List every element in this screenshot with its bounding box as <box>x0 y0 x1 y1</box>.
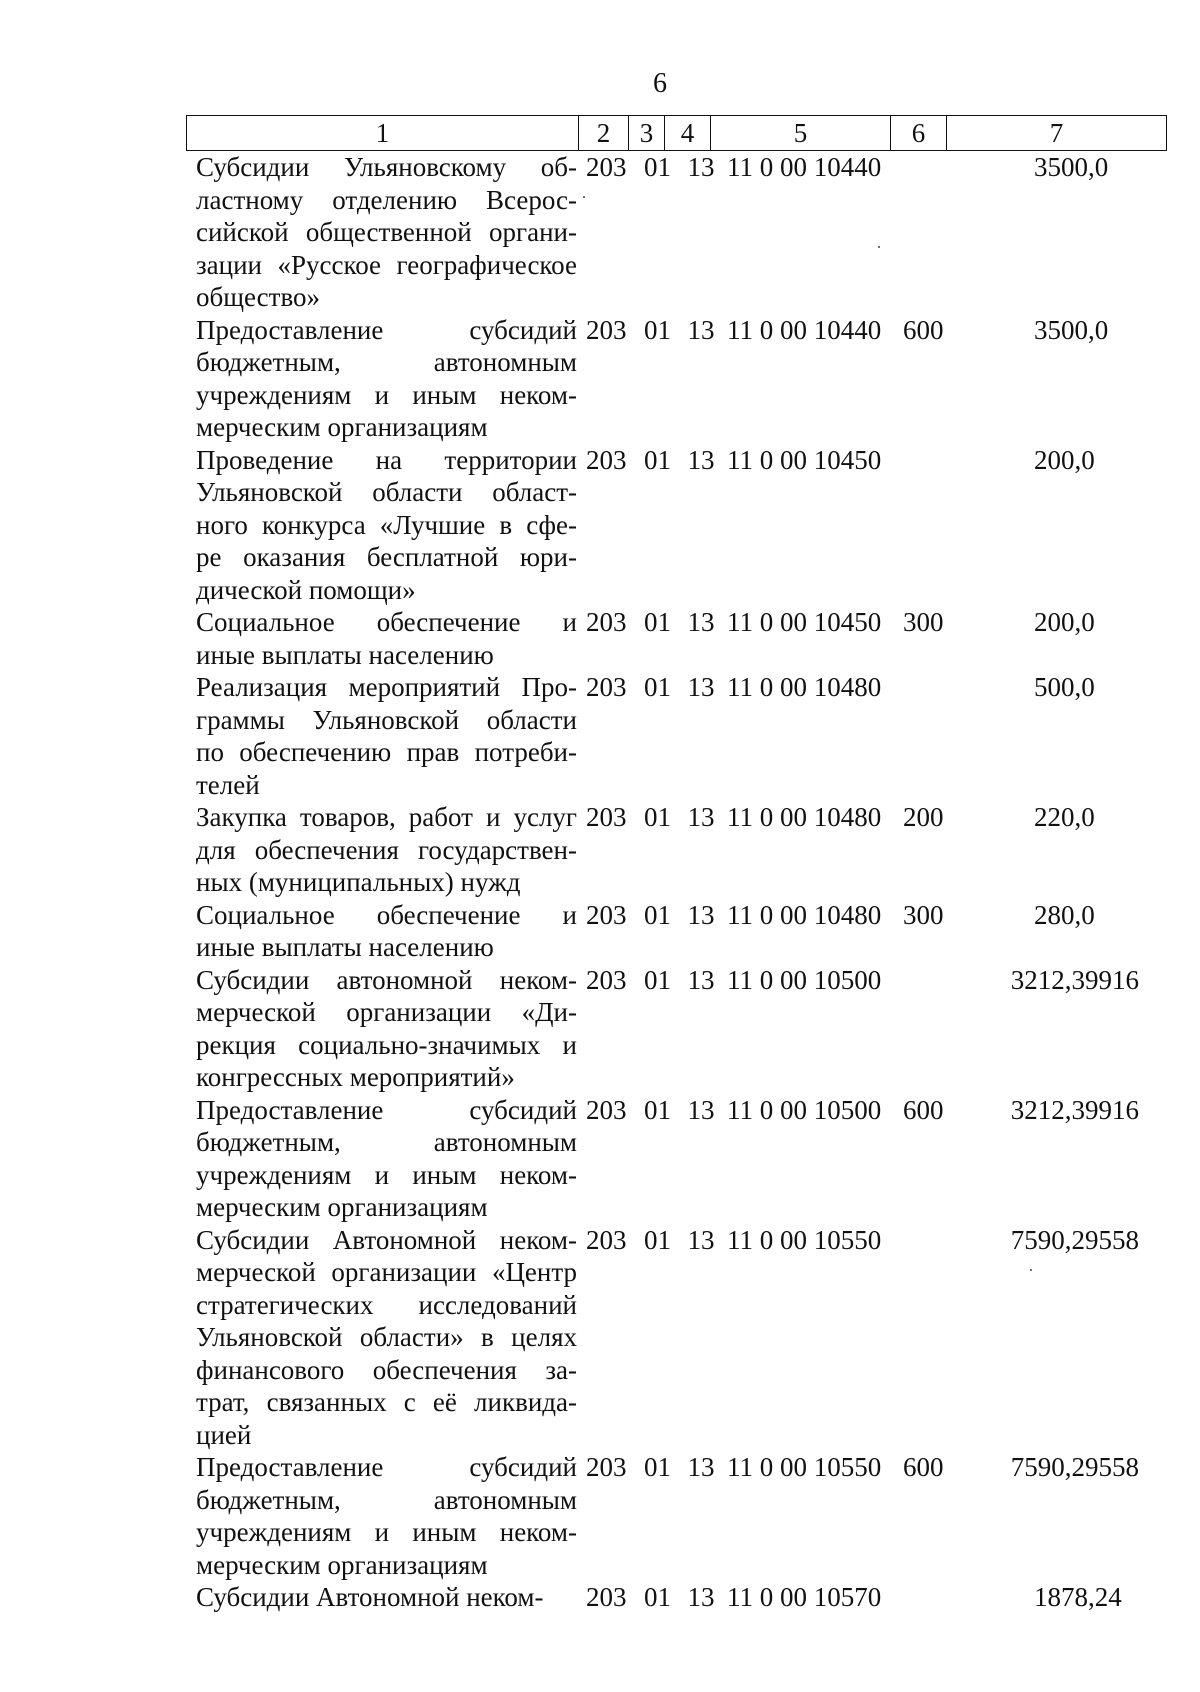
description-line: финансового обеспечения за- <box>196 1354 577 1385</box>
code-cell-c4: 13 <box>687 802 715 832</box>
description-line: Реализация мероприятий Про- <box>196 672 577 702</box>
code-cell-c5: 11 0 00 10480 <box>727 899 882 930</box>
code-cell-c4: 13 <box>687 444 715 475</box>
code-cell-c2: 203 <box>586 964 627 995</box>
code-cell-c4: 13 <box>687 1582 715 1612</box>
amount-cell <box>949 1581 1139 1614</box>
row-description <box>196 899 577 964</box>
table-row <box>196 444 1156 607</box>
amount-cell <box>949 606 1139 639</box>
amount-value: 3212,39916 <box>1010 1094 1139 1125</box>
code-cell-c6: 600 <box>903 1452 944 1482</box>
description-line: телей <box>196 769 260 800</box>
code-cell-c4: 13 <box>687 1452 715 1482</box>
code-cell-c6: 300 <box>903 899 944 930</box>
description-line: мерческой организации «Ди- <box>196 997 577 1027</box>
code-cell-c3: 01 <box>644 1452 671 1482</box>
description-line: граммы Ульяновской области <box>196 704 577 735</box>
header-col-3: 3 <box>629 116 665 151</box>
code-cell-c2: 203 <box>586 899 627 930</box>
header-col-4: 4 <box>665 116 711 151</box>
amount-value: 280,0 <box>1034 899 1095 930</box>
description-line: дической помощи» <box>196 574 416 605</box>
code-cell-c2: 203 <box>586 802 627 832</box>
code-cell-c5: 11 0 00 10550 <box>727 1224 882 1255</box>
page-number: 6 <box>653 68 667 99</box>
description-line: стратегических исследований <box>196 1289 577 1320</box>
table-row <box>196 899 1156 964</box>
amount-cell <box>949 801 1139 834</box>
code-cell-c3: 01 <box>644 1582 671 1612</box>
code-cell-c2: 203 <box>586 1224 627 1255</box>
table-row <box>196 1451 1156 1581</box>
amount-cell <box>949 314 1139 347</box>
amount-value: 3500,0 <box>1034 314 1109 345</box>
description-line: ного конкурса «Лучшие в сфе- <box>196 509 577 540</box>
description-line: мерческим организациям <box>196 412 488 442</box>
code-cell-c4: 13 <box>687 899 715 930</box>
description-line: иные выплаты населению <box>196 639 494 670</box>
amount-value: 1878,24 <box>1034 1582 1122 1612</box>
description-line: Ульяновской области област- <box>196 477 577 507</box>
table-row <box>196 801 1156 899</box>
description-line: рекция социально-значимых и <box>196 1029 577 1060</box>
table-row <box>196 606 1156 671</box>
code-cell-c3: 01 <box>644 152 671 182</box>
description-line: Ульяновской области» в целях <box>196 1322 577 1352</box>
description-line: ре оказания бесплатной юри- <box>196 542 577 572</box>
code-cell-c4: 13 <box>687 607 715 637</box>
table-row <box>196 1224 1156 1452</box>
description-line: учреждениям и иным неком- <box>196 379 577 410</box>
description-line: мерческим организациям <box>196 1192 488 1222</box>
amount-cell <box>949 444 1139 477</box>
code-cell-c3: 01 <box>644 1224 671 1255</box>
description-line: трат, связанных с её ликвида- <box>196 1387 577 1417</box>
code-cell-c2: 203 <box>586 672 627 702</box>
row-description <box>196 151 577 314</box>
table-row <box>196 314 1156 444</box>
description-line: Закупка товаров, работ и услуг <box>196 802 577 832</box>
scan-speck <box>1030 1269 1032 1271</box>
amount-value: 220,0 <box>1034 802 1095 832</box>
code-cell-c2: 203 <box>586 314 627 345</box>
amount-cell <box>949 964 1139 997</box>
header-col-7: 7 <box>947 116 1167 151</box>
code-cell-c6: 600 <box>903 1094 944 1125</box>
row-description <box>196 1581 577 1614</box>
description-line: Субсидии Автономной неком- <box>196 1582 544 1612</box>
code-cell-c5: 11 0 00 10440 <box>727 152 882 182</box>
amount-value: 200,0 <box>1034 607 1095 637</box>
code-cell-c3: 01 <box>644 802 671 832</box>
description-line: иные выплаты населению <box>196 932 494 962</box>
code-cell-c2: 203 <box>586 1452 627 1482</box>
description-line: зации «Русское географическое <box>196 249 577 280</box>
code-cell-c6: 300 <box>903 607 944 637</box>
code-cell-c4: 13 <box>687 964 715 995</box>
amount-cell <box>949 1451 1139 1484</box>
description-line: ластному отделению Всерос- <box>196 184 577 215</box>
header-col-5: 5 <box>711 116 891 151</box>
code-cell-c5: 11 0 00 10450 <box>727 444 882 475</box>
table-row <box>196 151 1156 314</box>
code-cell-c4: 13 <box>687 672 715 702</box>
header-col-6: 6 <box>891 116 947 151</box>
description-line: ных (муниципальных) нужд <box>196 867 521 897</box>
code-cell-c3: 01 <box>644 672 671 702</box>
amount-value: 3212,39916 <box>1010 964 1139 995</box>
row-description <box>196 1224 577 1452</box>
description-line: Проведение на территории <box>196 444 577 475</box>
code-cell-c3: 01 <box>644 899 671 930</box>
amount-cell <box>949 151 1139 184</box>
description-line: цией <box>196 1419 252 1450</box>
code-cell-c3: 01 <box>644 964 671 995</box>
table-row <box>196 1581 1156 1614</box>
row-description <box>196 964 577 1094</box>
amount-cell <box>949 671 1139 704</box>
code-cell-c5: 11 0 00 10440 <box>727 314 882 345</box>
code-cell-c2: 203 <box>586 152 627 182</box>
code-cell-c5: 11 0 00 10450 <box>727 607 882 637</box>
table-row <box>196 1094 1156 1224</box>
amount-cell <box>949 899 1139 932</box>
description-line: Предоставление субсидий <box>196 1452 577 1482</box>
description-line: бюджетным, автономным <box>196 1127 577 1157</box>
description-line: мерческим организациям <box>196 1549 488 1580</box>
description-line: Предоставление субсидий <box>196 1094 577 1125</box>
code-cell-c4: 13 <box>687 1094 715 1125</box>
description-line: Субсидии Автономной неком- <box>196 1224 577 1255</box>
code-cell-c3: 01 <box>644 1094 671 1125</box>
code-cell-c2: 203 <box>586 1582 627 1612</box>
code-cell-c4: 13 <box>687 152 715 182</box>
code-cell-c2: 203 <box>586 1094 627 1125</box>
table-row <box>196 671 1156 801</box>
code-cell-c5: 11 0 00 10480 <box>727 802 882 832</box>
description-line: по обеспечению прав потреби- <box>196 737 577 767</box>
amount-cell <box>949 1224 1139 1257</box>
table-header <box>186 115 1167 151</box>
code-cell-c2: 203 <box>586 444 627 475</box>
description-line: бюджетным, автономным <box>196 347 577 377</box>
code-cell-c5: 11 0 00 10550 <box>727 1452 882 1482</box>
amount-cell <box>949 1094 1139 1127</box>
description-line: мерческой организации «Центр <box>196 1257 577 1287</box>
header-col-1: 1 <box>187 116 579 151</box>
description-line: Социальное обеспечение и <box>196 607 577 637</box>
code-cell-c6: 200 <box>903 802 944 832</box>
code-cell-c6: 600 <box>903 314 944 345</box>
description-line: учреждениям и иным неком- <box>196 1159 577 1190</box>
header-col-2: 2 <box>579 116 629 151</box>
row-description <box>196 1451 577 1581</box>
row-description <box>196 444 577 607</box>
table-row <box>196 964 1156 1094</box>
description-line: бюджетным, автономным <box>196 1484 577 1515</box>
table-body <box>196 151 1156 1614</box>
amount-value: 7590,29558 <box>1010 1452 1139 1482</box>
description-line: Субсидии автономной неком- <box>196 964 577 995</box>
description-line: учреждениям и иным неком- <box>196 1517 577 1547</box>
code-cell-c2: 203 <box>586 607 627 637</box>
amount-value: 7590,29558 <box>1010 1224 1139 1255</box>
row-description <box>196 671 577 801</box>
row-description <box>196 314 577 444</box>
description-line: Социальное обеспечение и <box>196 899 577 930</box>
row-description <box>196 801 577 899</box>
description-line: для обеспечения государствен- <box>196 834 577 865</box>
code-cell-c3: 01 <box>644 444 671 475</box>
code-cell-c5: 11 0 00 10480 <box>727 672 882 702</box>
code-cell-c5: 11 0 00 10570 <box>727 1582 882 1612</box>
scan-speck <box>878 246 880 248</box>
code-cell-c4: 13 <box>687 1224 715 1255</box>
description-line: Субсидии Ульяновскому об- <box>196 152 577 182</box>
code-cell-c5: 11 0 00 10500 <box>727 964 882 995</box>
scan-speck <box>583 196 585 198</box>
code-cell-c3: 01 <box>644 314 671 345</box>
description-line: конгрессных мероприятий» <box>196 1062 515 1092</box>
code-cell-c4: 13 <box>687 314 715 345</box>
amount-value: 200,0 <box>1034 444 1095 475</box>
amount-value: 3500,0 <box>1034 152 1109 182</box>
description-line: сийской общественной органи- <box>196 217 577 247</box>
row-description <box>196 606 577 671</box>
description-line: Предоставление субсидий <box>196 314 577 345</box>
description-line: общество» <box>196 282 321 312</box>
code-cell-c3: 01 <box>644 607 671 637</box>
code-cell-c5: 11 0 00 10500 <box>727 1094 882 1125</box>
amount-value: 500,0 <box>1034 672 1095 702</box>
row-description <box>196 1094 577 1224</box>
